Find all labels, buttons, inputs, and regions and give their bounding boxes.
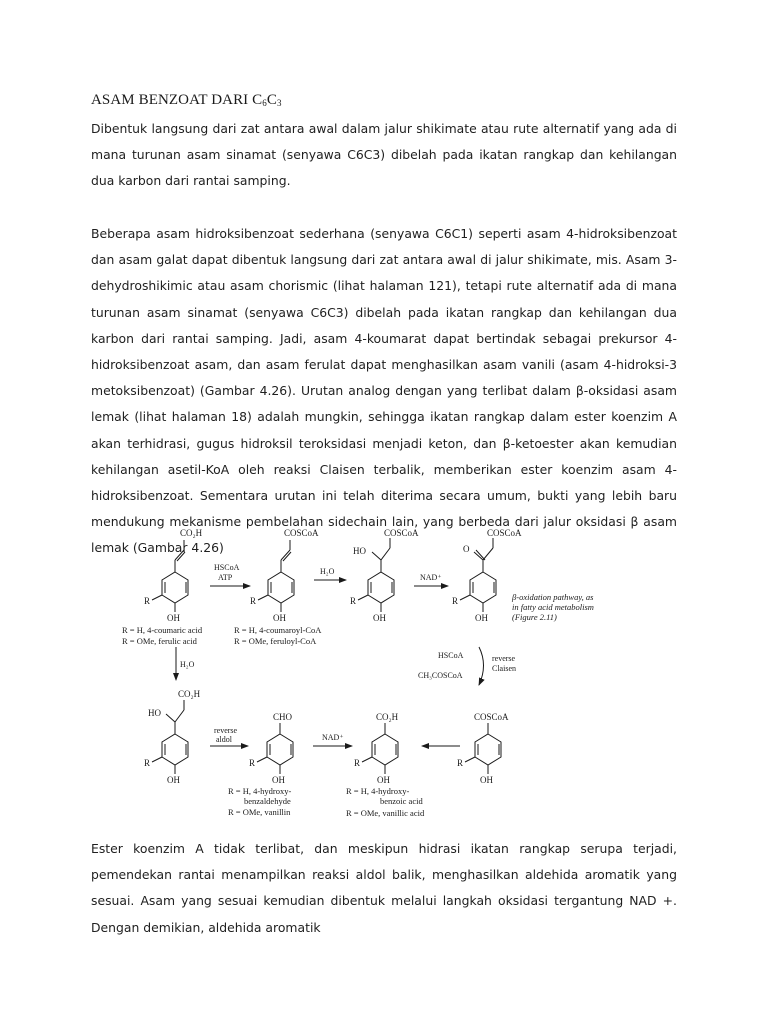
c8-r: R: [457, 758, 464, 768]
claisen-left-bottom: CH₃COSCoA: [418, 671, 463, 680]
c1-group: CO₂H: [180, 528, 203, 538]
ring-c1: [152, 540, 188, 612]
section-heading: [91, 92, 282, 109]
arrow-claisen: [479, 647, 484, 685]
c2-label-1: R = H, 4-coumaroyl-CoA: [234, 625, 322, 635]
arrow1-bottom: ATP: [218, 573, 233, 582]
c6-r: R: [249, 758, 256, 768]
paragraph-2: Beberapa asam hidroksibenzoat sederhana (senyawa C6C1) seperti asam 4-hidroksibenzoat dan asam galat dapat dibentuk langsung dari zat antara awal di jalur shikimate, mis. Asam 3-dehydroshikimic atau asam chorismic (lihat halaman 121), tetapi rute alternatif ada di mana turunan asam sinamat (senyawa C6C3) dibelah pada ikatan rangkap dan kehilangan dua karbon dari rantai samping. Jadi, asam 4-koumarat dapat bertindak sebagai prekursor 4-hidroksibenzoat asam, dan asam ferulat dapat menghasilkan asam vanili (asam 4-hidroksi-3 metoksibenzoat) (Gambar 4.26). Urutan analog dengan yang terlibat dalam β-oksidasi asam lemak (lihat halaman 18) adalah mungkin, sehingga ikatan rangkap dalam ester koenzim A akan terhidrasi, gugus hidroksil teroksidasi menjadi keton, dan β-ketoester akan kemudian kehilangan asetil-KoA oleh reaksi Claisen terbalik, memberikan ester koenzim asam 4-hidroksibenzoat. Sementara urutan ini telah diterima secara umum, bukti yang lebih baru mendukung mekanisme pembelahan sidechain lain, yang berbeda dari jalur oksidasi β asam lemak (Gambar 4.26): [91, 226, 677, 556]
ring-c6: [257, 723, 293, 774]
c1-label-2: R = OMe, ferulic acid: [122, 636, 197, 646]
claisen-left-top: HSCoA: [438, 651, 464, 660]
ring-c2: [258, 540, 294, 612]
c2-r: R: [250, 596, 257, 606]
c7-r: R: [354, 758, 361, 768]
note-line-2: in fatty acid metabolism: [512, 602, 594, 612]
c1-oh: OH: [167, 613, 180, 623]
c5-ho: HO: [148, 708, 161, 718]
c4-oh: OH: [475, 613, 488, 623]
pathway-diagram: [108, 520, 648, 830]
heading-text-mid: C: [266, 92, 277, 108]
heading-subscript-1: 6: [262, 98, 267, 108]
c3-ho: HO: [353, 546, 366, 556]
arrow1-top: HSCoA: [214, 563, 240, 572]
c8-group: COSCoA: [474, 712, 509, 722]
c1-r: R: [144, 596, 151, 606]
c6-label-3: R = OMe, vanillin: [228, 807, 291, 817]
ring-c7: [362, 723, 398, 774]
c1-label-1: R = H, 4-coumaric acid: [122, 625, 203, 635]
c5-group: CO₂H: [178, 689, 201, 699]
claisen-right-top: reverse: [492, 654, 516, 663]
note-line-3: (Figure 2.11): [512, 612, 557, 622]
claisen-right-bottom: Claisen: [492, 664, 516, 673]
c3-r: R: [350, 596, 357, 606]
c6-label-2: benzaldehyde: [244, 796, 291, 806]
note-line-1: β-oxidation pathway, as: [512, 592, 594, 602]
c3-oh: OH: [373, 613, 386, 623]
c8-oh: OH: [480, 775, 493, 785]
arrow4-label: H₂O: [180, 660, 195, 669]
paragraph-3: Ester koenzim A tidak terlibat, dan meskipun hidrasi ikatan rangkap serupa terjadi, pemendekan rantai menampilkan reaksi aldol balik, menghasilkan aldehida aromatik yang sesuai. Asam yang sesuai kemudian dibentuk melalui langkah oksidasi tergantung NAD +. Dengan demikian, aldehida aromatik: [91, 841, 677, 935]
paragraph-1: Dibentuk langsung dari zat antara awal dalam jalur shikimate atau rute alternatif yang ada di mana turunan asam sinamat (senyawa C6C3) dibelah pada ikatan rangkap dan kehilangan dua karbon dari rantai samping.: [91, 121, 677, 189]
c6-group: CHO: [273, 712, 293, 722]
arrow2-label: H₂O: [320, 567, 335, 576]
c6-oh: OH: [272, 775, 285, 785]
ring-c8: [465, 723, 501, 774]
arrow3-label: NAD⁺: [420, 573, 442, 582]
c2-oh: OH: [273, 613, 286, 623]
c7-oh: OH: [377, 775, 390, 785]
c4-r: R: [452, 596, 459, 606]
arrow5-top: reverse: [214, 726, 238, 735]
c5-oh: OH: [167, 775, 180, 785]
heading-text: ASAM BENZOAT DARI C: [91, 92, 263, 108]
c2-group: COSCoA: [284, 528, 319, 538]
c6-label-1: R = H, 4-hydroxy-: [228, 786, 292, 796]
c4-group: COSCoA: [487, 528, 522, 538]
c7-label-3: R = OMe, vanillic acid: [346, 808, 425, 818]
heading-subscript-2: 3: [276, 98, 282, 108]
c4-o: O: [463, 544, 470, 554]
c2-label-2: R = OMe, feruloyl-CoA: [234, 636, 317, 646]
c3-group: COSCoA: [384, 528, 419, 538]
figure-4-26: [108, 520, 648, 830]
c7-group: CO₂H: [376, 712, 399, 722]
c7-label-2: benzoic acid: [380, 796, 423, 806]
arrow6-label: NAD⁺: [322, 733, 344, 742]
c5-r: R: [144, 758, 151, 768]
c7-label-1: R = H, 4-hydroxy-: [346, 786, 410, 796]
arrow5-bottom: aldol: [216, 735, 232, 744]
